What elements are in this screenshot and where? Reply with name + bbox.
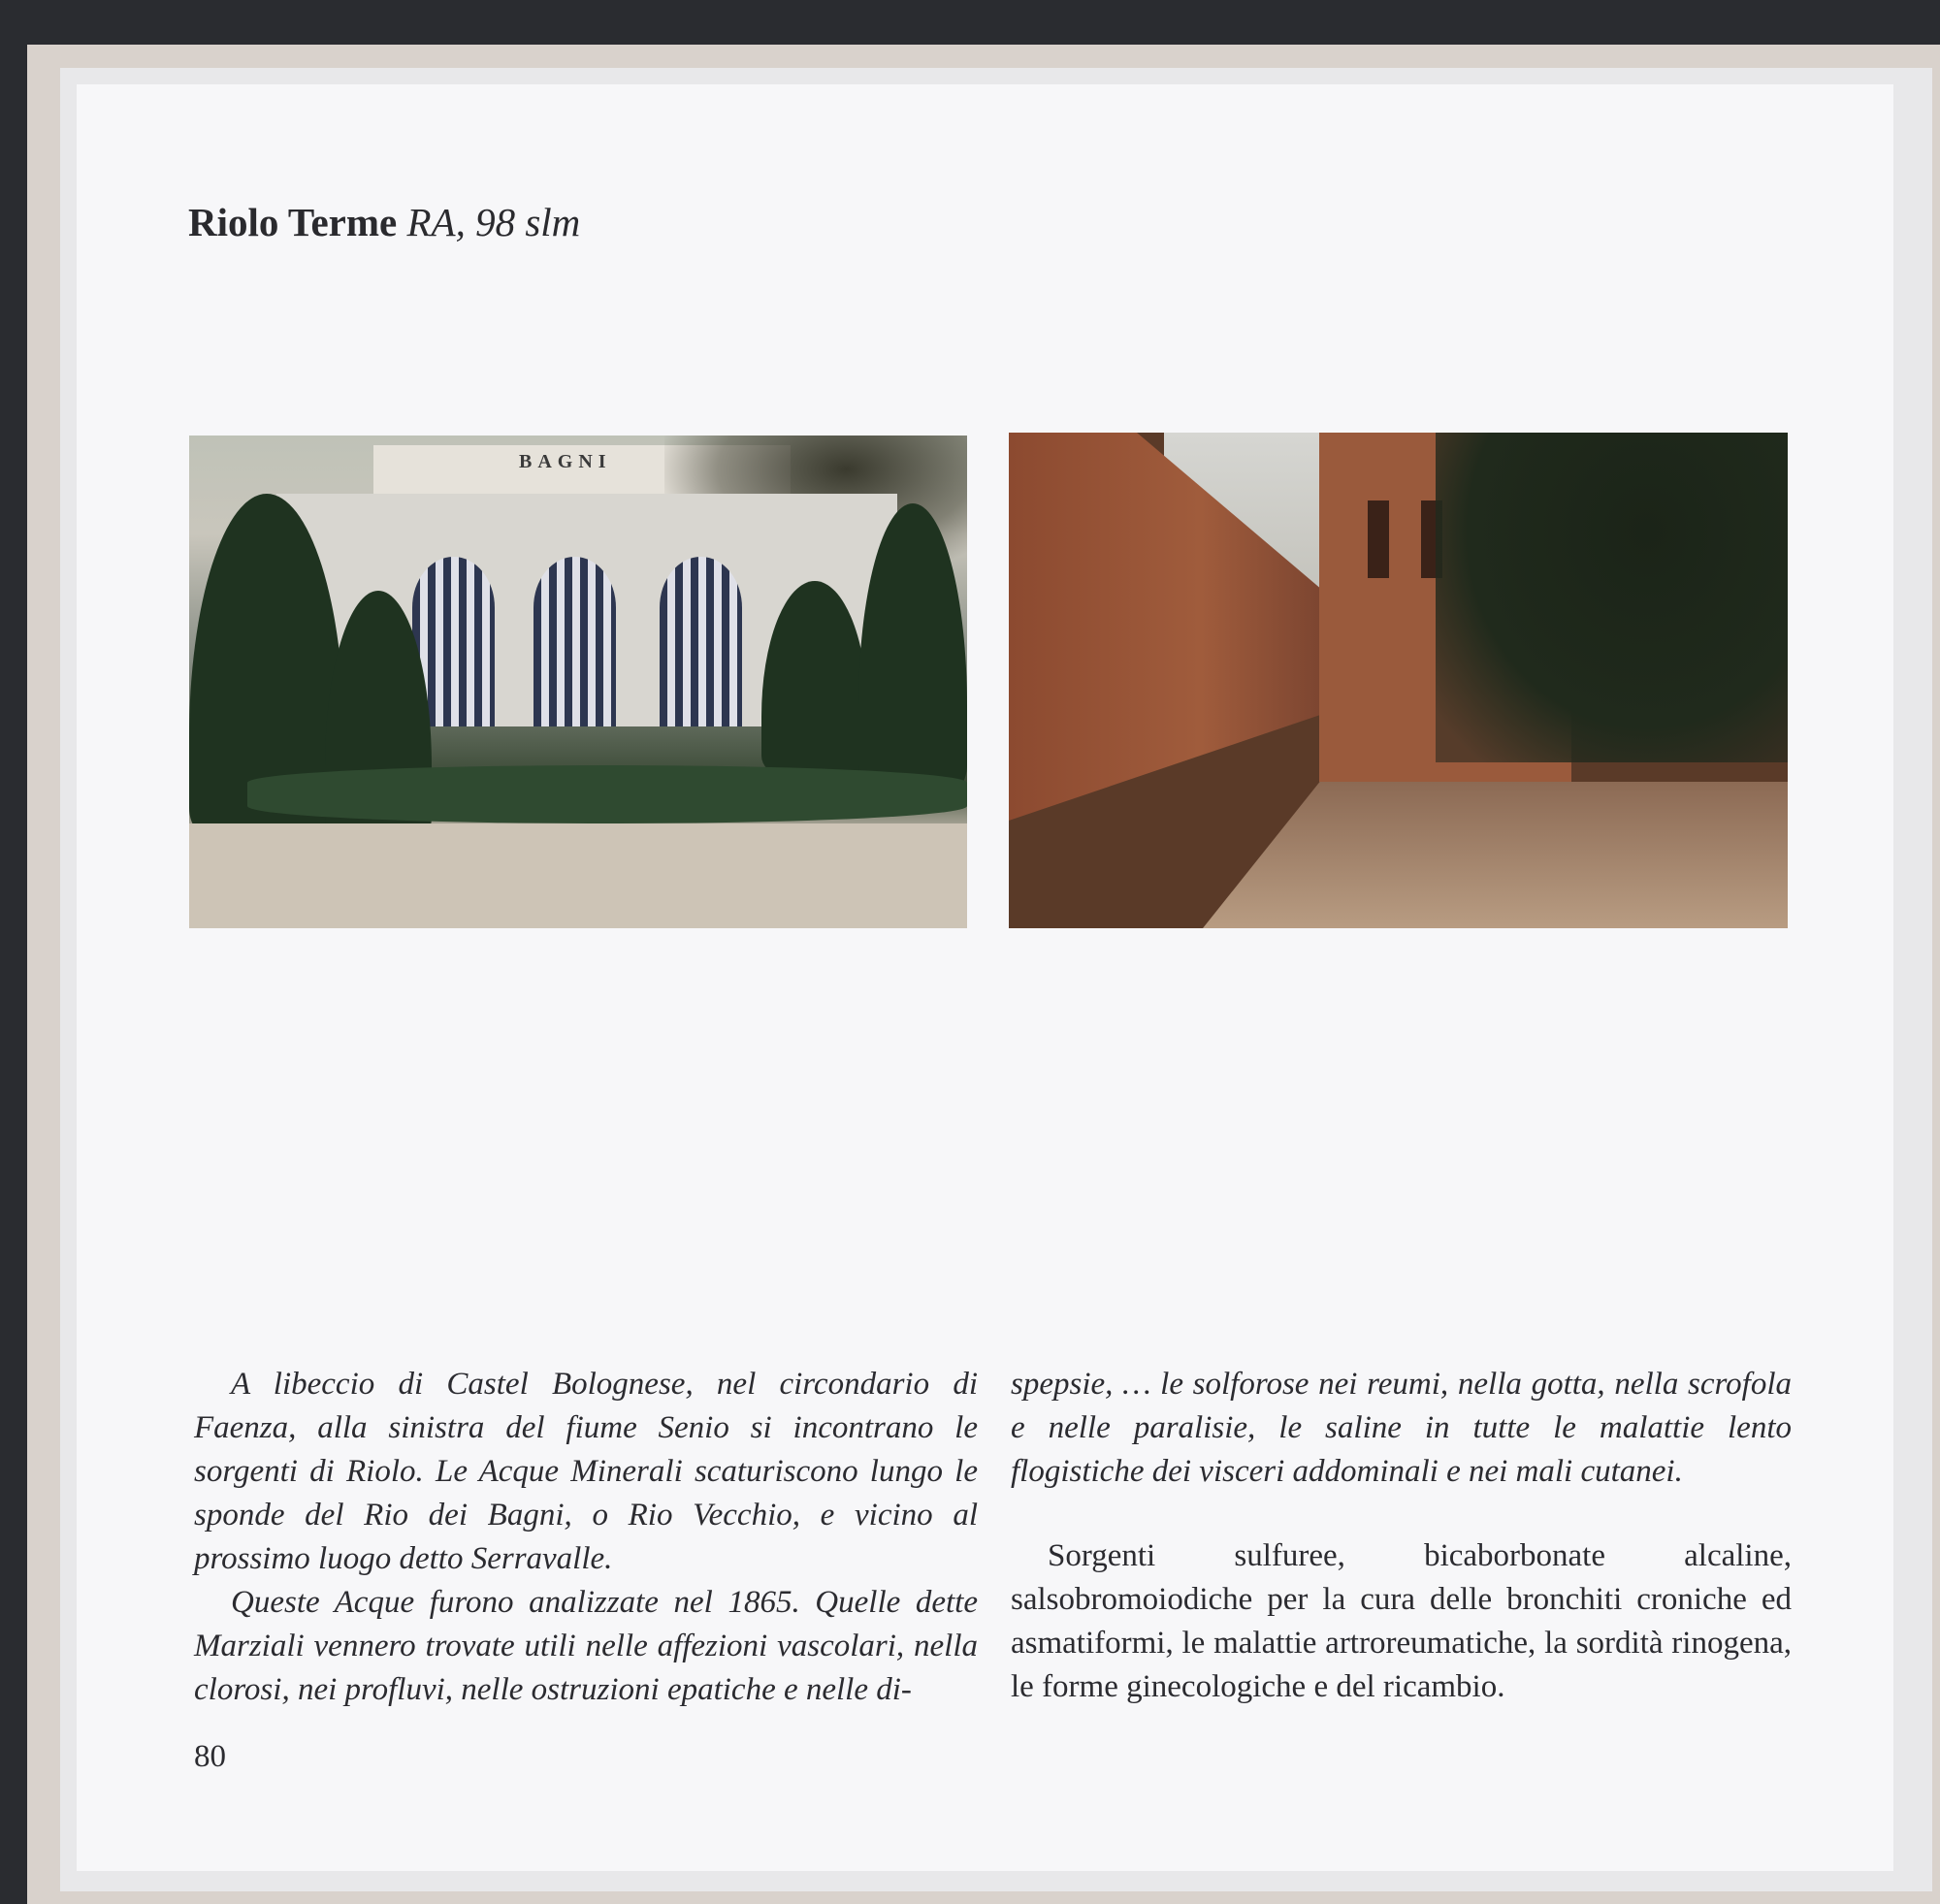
paragraph: A libeccio di Castel Bolognese, nel circondario di Faenza, alla sinistra del fiume Senio si incontrano le sorgenti di Riolo. Le Acque Minerali scaturiscono lungo le sponde del Rio dei Bagni, o Rio Vecchio, e vicino al prossimo luogo detto Serravalle. <box>194 1367 978 1576</box>
paragraph: Sorgenti sulfuree, bicaborbonate alcaline, salsobromoiodiche per la cura delle bronchiti croniche ed asmatiformi, le malattie artroreumatiche, la sordità rinogena, le forme ginecologiche e del ricambio. <box>1011 1538 1792 1704</box>
building-sign: BAGNI <box>519 451 612 472</box>
page-number: 80 <box>194 1739 226 1774</box>
text-column-right <box>1011 1363 1792 1709</box>
walkway <box>1203 782 1788 928</box>
striped-awning <box>660 557 742 726</box>
text-column-left <box>194 1363 978 1712</box>
photo-bath-house <box>189 436 967 928</box>
quote-continuation: spepsie, … le solforose nei reumi, nella gotta, nella scrofola e nelle paralisie, le saline in tutte le malattie lento flogistiche dei visceri addominali e nei mali cutanei. <box>1011 1367 1792 1489</box>
photo-castle-walls <box>1009 433 1788 928</box>
paragraph: Queste Acque furono analizzate nel 1865. Quelle dette Marziali vennero trovate utili nelle affezioni vascolari, nella clorosi, nei profluvi, nelle ostruzioni epatiche e nelle di- <box>194 1585 978 1707</box>
flower-bed <box>247 765 967 823</box>
striped-awning <box>534 557 616 726</box>
title-place: Riolo Terme <box>188 200 398 244</box>
tree-foliage <box>1436 433 1788 762</box>
page-title <box>188 199 580 245</box>
title-detail: RA, 98 slm <box>406 200 581 244</box>
tower-window <box>1368 500 1389 578</box>
gravel-path <box>189 823 967 928</box>
